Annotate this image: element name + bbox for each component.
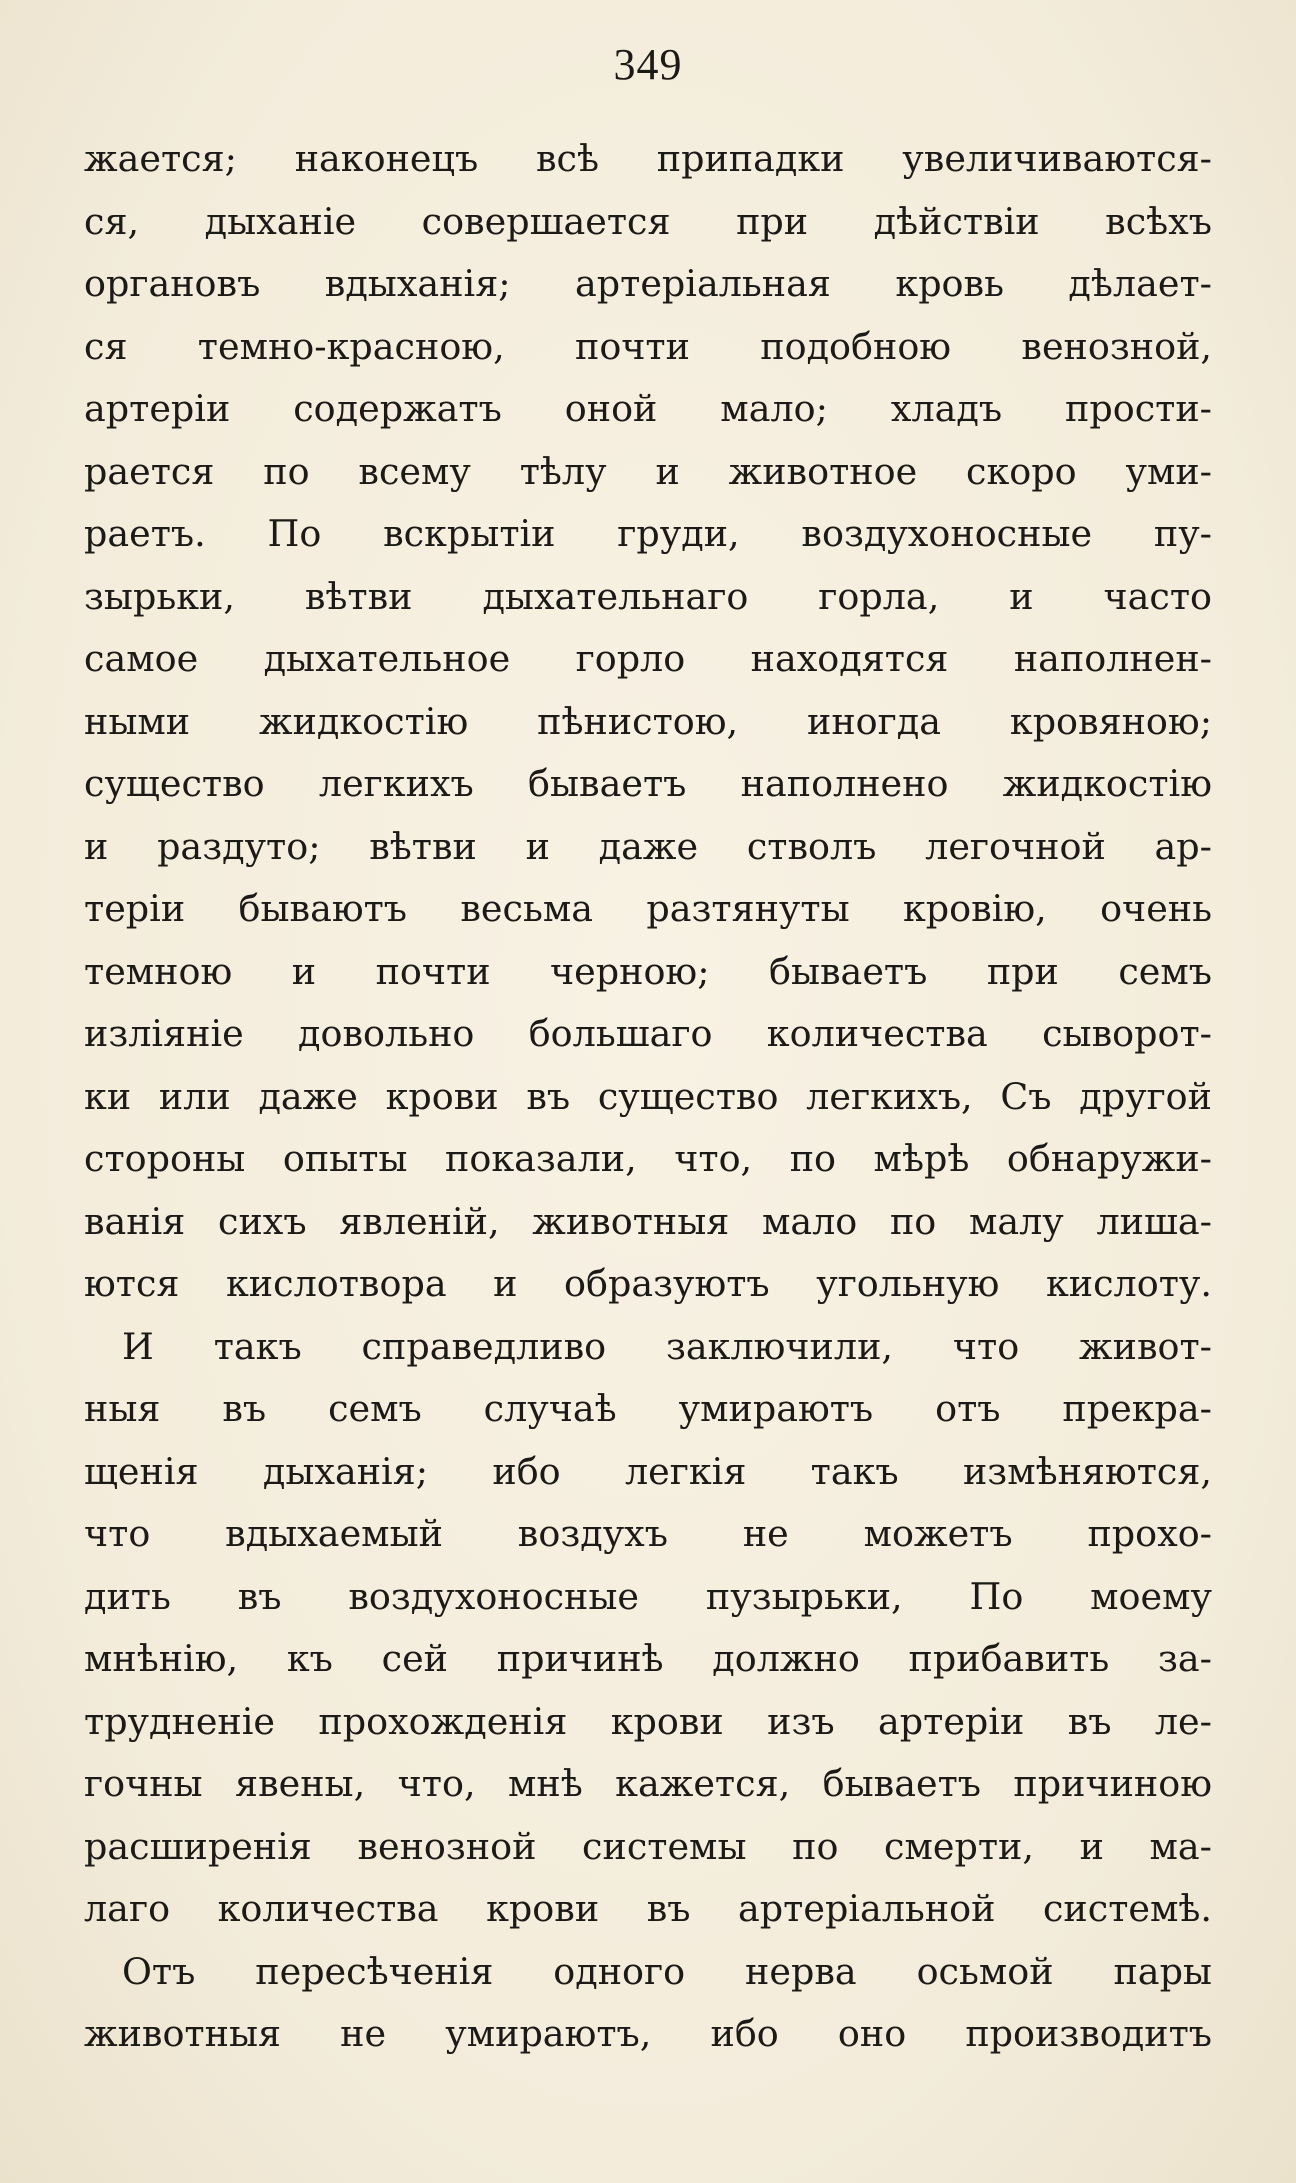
- text-line: лаго количества крови въ артеріальной системѣ.: [84, 1887, 1212, 1930]
- text-line: самое дыхательное горло находятся наполнен-: [84, 637, 1212, 680]
- text-line: ванія сихъ явленій, животныя мало по малу лиша-: [84, 1199, 1212, 1243]
- body-text: [84, 128, 1212, 2066]
- text-line: жается; наконецъ всѣ припадки увеличиваются-: [84, 137, 1212, 180]
- text-line: животныя не умираютъ, ибо оно производитъ: [84, 2012, 1212, 2055]
- text-line: Отъ пересѣченія одного нерва осьмой пары: [122, 1949, 1212, 1993]
- text-line: существо легкихъ бываетъ наполнено жидкостію: [84, 762, 1212, 805]
- text-line: органовъ вдыханія; артеріальная кровь дѣлает-: [84, 262, 1212, 305]
- text-line: стороны опыты показали, что, по мѣрѣ обнаружи-: [84, 1137, 1212, 1180]
- text-line: ными жидкостію пѣнистою, иногда кровяною;: [84, 699, 1212, 743]
- text-line: ки или даже крови въ существо легкихъ, Съ другой: [84, 1074, 1212, 1118]
- text-line: раетъ. По вскрытіи груди, воздухоносные пу-: [84, 512, 1212, 555]
- text-line: мнѣнію, къ сей причинѣ должно прибавить за-: [84, 1637, 1212, 1680]
- text-line: что вдыхаемый воздухъ не можетъ прохо-: [84, 1512, 1212, 1555]
- text-line: трудненіе прохожденія крови изъ артеріи въ ле-: [84, 1699, 1212, 1743]
- text-line: гочны явены, что, мнѣ кажется, бываетъ причиною: [84, 1762, 1212, 1805]
- text-line: теріи бываютъ весьма разтянуты кровію, очень: [84, 887, 1212, 930]
- text-line: и раздуто; вѣтви и даже стволъ легочной ар-: [84, 824, 1212, 868]
- text-line: ся темно-красною, почти подобною венозной,: [84, 324, 1212, 368]
- text-line: дить въ воздухоносные пузырьки, По моему: [84, 1574, 1212, 1618]
- text-line: И такъ справедливо заключили, что живот-: [122, 1324, 1212, 1368]
- text-line: рается по всему тѣлу и животное скоро уми-: [84, 449, 1212, 493]
- text-line: артеріи содержатъ оной мало; хладъ прости-: [84, 387, 1212, 430]
- text-line: зырьки, вѣтви дыхательнаго горла, и часто: [84, 574, 1212, 618]
- text-line: ются кислотвора и образуютъ угольную кислоту.: [84, 1262, 1212, 1305]
- text-line: темною и почти черною; бываетъ при семъ: [84, 949, 1212, 993]
- page-number: 349: [613, 40, 683, 89]
- text-line: изліяніе довольно большаго количества сыворот-: [84, 1012, 1212, 1055]
- text-line: щенія дыханія; ибо легкія такъ измѣняются,: [84, 1449, 1212, 1493]
- text-line: расширенія венозной системы по смерти, и ма-: [84, 1824, 1212, 1868]
- text-line: ныя въ семъ случаѣ умираютъ отъ прекра-: [84, 1387, 1212, 1430]
- text-line: ся, дыханіе совершается при дѣйствіи всѣхъ: [84, 199, 1212, 243]
